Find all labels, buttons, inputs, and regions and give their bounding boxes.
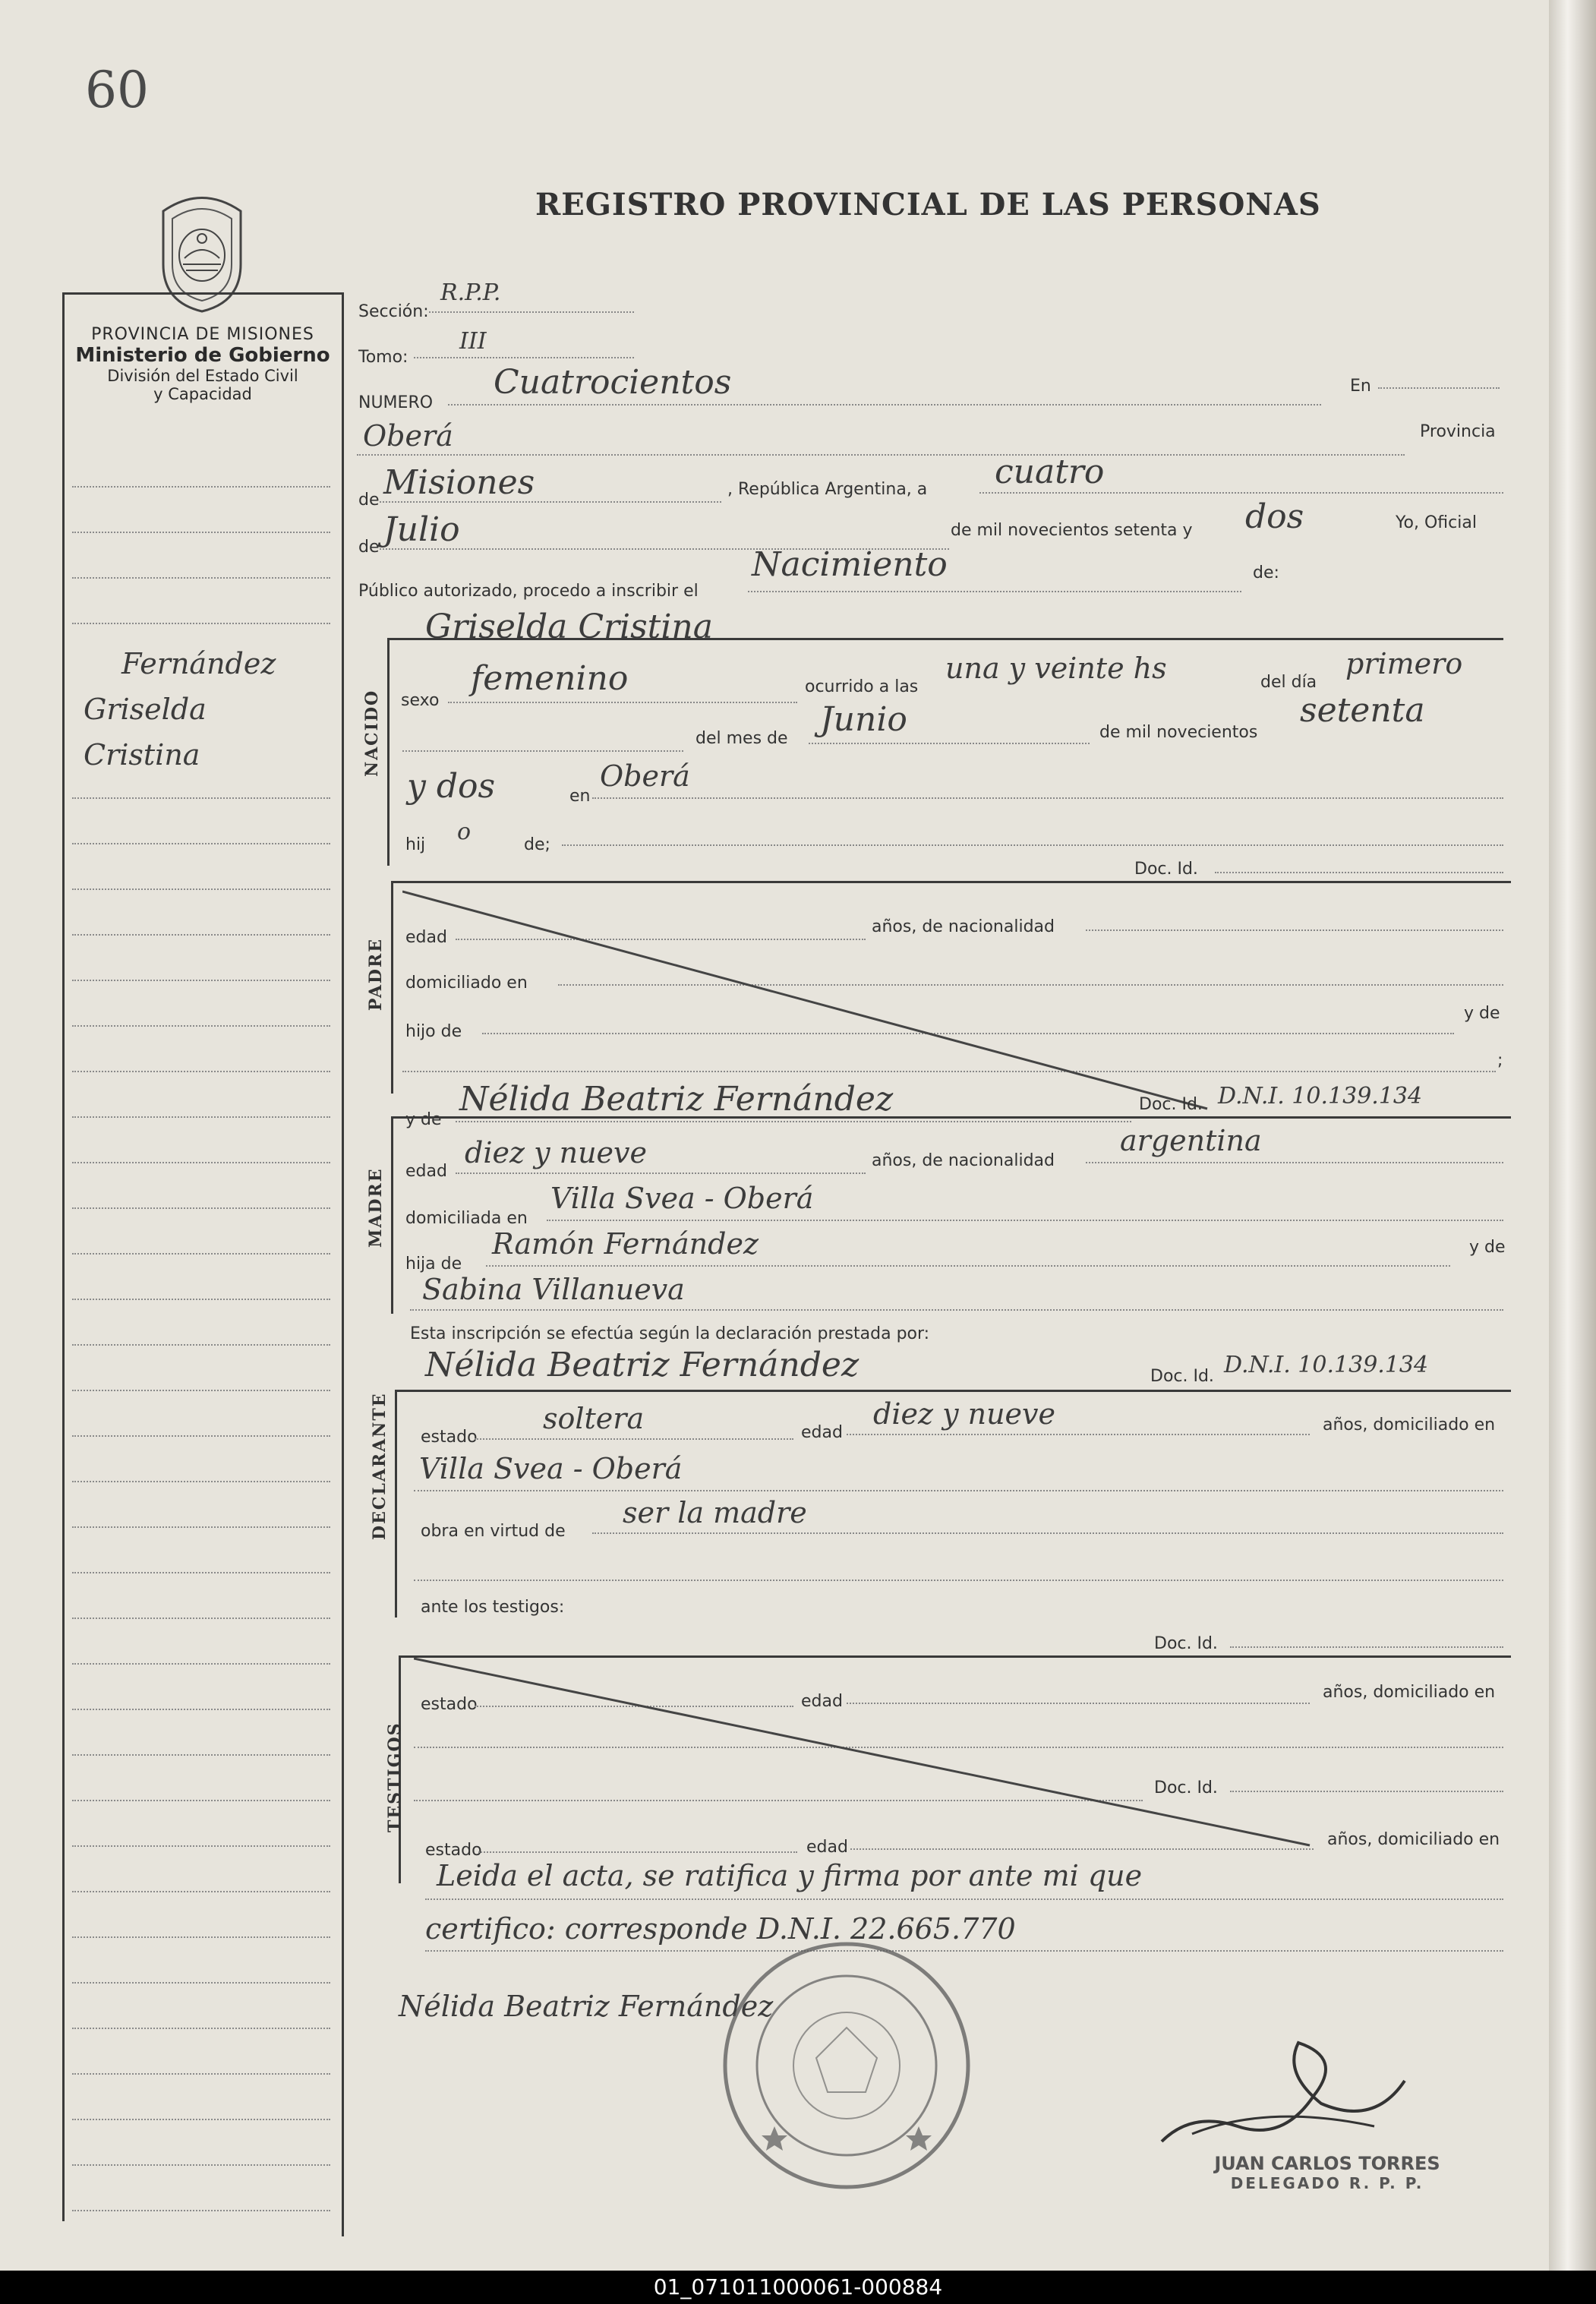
value-mes-nac: Junio [820,700,907,739]
division-line-1: División del Estado Civil [107,367,298,385]
field-line [380,501,721,503]
label-edad-testigo-1: edad [801,1692,843,1711]
closing-line-1: Leida el acta, se ratifica y firma por ante mi que [437,1859,1143,1892]
value-numero: Cuatrocientos [494,363,732,402]
margin-rule [72,486,330,488]
label-anos-dom-declarante: años, domiciliado en [1323,1416,1496,1434]
margin-rule [72,1162,330,1163]
label-anos-nac-madre: años, de nacionalidad [872,1151,1055,1170]
label-anos-dom-testigo-1: años, domiciliado en [1323,1683,1496,1702]
issuer-block [62,325,343,403]
page-number: 60 [85,61,149,119]
label-seccion: Sección: [358,302,429,321]
margin-rule [72,1025,330,1027]
margin-rule [72,532,330,533]
label-y-de-madre-2: y de [1469,1238,1506,1257]
margin-rule [72,1299,330,1300]
value-madre-doc: D.N.I. 10.139.134 [1218,1083,1423,1109]
label-estado-declarante: estado [421,1428,478,1447]
margin-rule [72,1526,330,1528]
value-madre-padre: Ramón Fernández [492,1227,759,1261]
province-name: PROVINCIA DE MISIONES [91,325,314,344]
label-anos-nac-padre: años, de nacionalidad [872,917,1055,936]
margin-rule [72,1845,330,1847]
label-numero: NUMERO [358,393,434,412]
label-domiciliada: domiciliada en [405,1209,528,1228]
label-edad-padre: edad [405,928,447,947]
value-declarante-virtud: ser la madre [623,1496,807,1529]
image-caption: 01_071011000061-000884 [0,2271,1596,2304]
margin-rule [72,1390,330,1391]
margin-rule [72,1936,330,1938]
margin-rule [72,1572,330,1573]
margin-given-name-2: Cristina [84,738,200,772]
closing-line-2: certifico: corresponde D.N.I. 22.665.770 [425,1912,1016,1946]
label-de-mil: de mil novecientos setenta y [951,521,1193,540]
field-line [562,844,1503,846]
section-bracket [391,881,393,1094]
officer-block [1191,2153,1464,2192]
field-line [414,357,634,358]
label-del-dia: del día [1260,673,1317,692]
margin-rule [72,1435,330,1437]
label-hij: hij [405,835,426,854]
label-estado-testigo-2: estado [425,1841,482,1860]
field-line [448,702,797,703]
field-line [1086,1162,1503,1163]
field-line [475,1438,793,1440]
label-y-de-madre: y de [405,1110,442,1129]
margin-rule [72,1663,330,1665]
label-de-provincia: de [358,491,380,510]
label-del-mes: del mes de [695,729,788,748]
value-madre-nombre: Nélida Beatriz Fernández [459,1080,894,1119]
margin-rule [72,797,330,799]
field-line [414,1580,1503,1581]
field-line [414,1490,1503,1491]
margin-rule [72,623,330,624]
label-provincia: Provincia [1420,422,1496,441]
section-bracket [395,1390,397,1618]
label-yo-oficial: Yo, Oficial [1396,513,1477,532]
left-frame-top [62,292,343,295]
label-de-colon: de: [1253,563,1279,582]
value-hora: una y veinte hs [945,652,1167,685]
field-line [1215,872,1503,873]
field-line [486,1265,1450,1267]
label-sexo: sexo [401,691,440,710]
margin-rule [72,1116,330,1118]
margin-rule [72,2073,330,2075]
value-mes: Julio [383,510,460,549]
section-testigos: TESTIGOS [385,1722,405,1832]
value-lugar: Oberá [363,419,453,453]
label-estado-testigo-1: estado [421,1695,478,1714]
field-line [847,1434,1310,1435]
margin-surname: Fernández [121,647,276,680]
testigos-cancel-line [414,1655,1325,1853]
margin-rule [72,2164,330,2166]
label-de-mes: de [358,538,380,557]
section-bracket [391,1116,393,1314]
value-ano-nac-2: y dos [407,767,496,806]
value-seccion: R.P.P. [440,279,501,306]
label-de-semicolon: de; [524,835,550,854]
value-madre-madre: Sabina Villanueva [422,1273,685,1306]
label-y-de-padre: y de [1464,1004,1500,1023]
margin-rule [72,2210,330,2211]
margin-rule [72,843,330,844]
label-tomo: Tomo: [358,348,408,367]
margin-rule [72,2119,330,2120]
value-declarante-nombre: Nélida Beatriz Fernández [425,1346,860,1384]
label-semicolon: ; [1497,1051,1503,1070]
margin-rule [72,1253,330,1255]
declarante-signature: Nélida Beatriz Fernández [399,1990,774,2023]
label-doc-id-testigo-2: Doc. Id. [1154,1778,1218,1797]
ministry-name: Ministerio de Gobierno [75,344,330,367]
value-hij: o [457,819,472,845]
field-line [1230,1646,1503,1648]
field-line [809,743,1090,744]
margin-rule [72,1344,330,1346]
label-edad-testigo-2: edad [806,1838,848,1857]
label-doc-id-declarante: Doc. Id. [1150,1367,1214,1386]
province-emblem-icon [156,188,248,314]
margin-rule [72,1481,330,1482]
value-provincia: Misiones [383,463,535,502]
field-line [1378,387,1500,389]
label-en-2: en [569,787,591,806]
field-line [456,1121,1131,1122]
label-inscripcion: Esta inscripción se efectúa según la declaración prestada por: [410,1324,930,1343]
value-tomo: III [459,328,487,355]
label-edad-declarante: edad [801,1423,843,1442]
label-de-mil-2: de mil novecientos [1099,723,1258,742]
field-line [547,1220,1503,1221]
value-madre-nacionalidad: argentina [1120,1124,1262,1157]
field-line [357,454,1405,456]
label-en: En [1350,377,1371,396]
margin-rule [72,980,330,981]
section-rule [391,881,1511,883]
margin-rule [72,888,330,890]
value-lugar-nac: Oberá [600,759,690,793]
officer-title: DELEGADO R. P. P. [1230,2174,1424,2192]
field-line [410,1309,1503,1311]
section-nacido: NACIDO [362,689,382,777]
margin-rule [72,1709,330,1710]
margin-rule [72,1207,330,1209]
margin-rule [72,1071,330,1072]
label-publico: Público autorizado, procedo a inscribir el [358,582,699,601]
margin-rule [72,577,330,579]
label-domiciliado-padre: domiciliado en [405,974,528,993]
left-column-divider [342,292,344,2236]
left-frame-line [62,292,65,2221]
value-acto: Nacimiento [752,545,948,584]
value-dia-nac: primero [1345,647,1463,680]
value-nombre: Griselda Cristina [425,608,714,646]
division-line-2: y Capacidad [153,385,252,403]
field-line [979,492,1503,494]
value-declarante-domicilio: Villa Svea - Oberá [419,1452,683,1485]
document-title: REGISTRO PROVINCIAL DE LAS PERSONAS [535,187,1321,223]
officer-signature [1147,2012,1420,2164]
value-dia: cuatro [995,453,1105,491]
label-edad-madre: edad [405,1162,447,1181]
value-declarante-estado: soltera [543,1402,645,1435]
margin-given-name-1: Griselda [84,693,207,726]
field-line [425,1898,1503,1900]
value-ano-nac-1: setenta [1300,691,1425,730]
label-ocurrido: ocurrido a las [805,677,919,696]
field-line [448,404,1321,406]
section-rule [391,1116,1511,1119]
value-declarante-edad: diez y nueve [873,1397,1056,1431]
label-anos-dom-testigo-2: años, domiciliado en [1327,1830,1500,1849]
label-ante-testigos: ante los testigos: [421,1598,565,1617]
field-line [592,797,1503,799]
margin-rule [72,1800,330,1801]
section-declarante: DECLARANTE [370,1392,390,1540]
label-hijo-de: hijo de [405,1022,462,1041]
value-madre-edad: diez y nueve [465,1136,648,1169]
section-padre: PADRE [366,937,386,1012]
section-bracket [387,638,390,866]
margin-rule [72,934,330,936]
section-rule [395,1390,1511,1392]
field-line [429,311,634,313]
label-republica: , República Argentina, a [727,480,928,499]
label-doc-id-testigo-1: Doc. Id. [1154,1634,1218,1653]
margin-rule [72,1754,330,1756]
official-seal-icon [718,1936,976,2195]
officer-name: JUAN CARLOS TORRES [1214,2153,1440,2174]
margin-rule [72,2028,330,2029]
margin-rule [72,1618,330,1619]
value-ano: dos [1245,497,1304,536]
value-madre-domicilio: Villa Svea - Oberá [550,1182,814,1215]
field-line [592,1532,1503,1534]
field-line [748,591,1241,592]
label-doc-id-nacido: Doc. Id. [1134,860,1198,879]
book-spine [1549,0,1596,2271]
section-madre: MADRE [366,1167,386,1248]
margin-rule [72,1891,330,1892]
value-sexo: femenino [471,659,629,698]
margin-rule [72,1982,330,1984]
field-line [402,750,683,752]
label-hija-de: hija de [405,1255,462,1274]
label-obra: obra en virtud de [421,1522,566,1541]
value-declarante-doc: D.N.I. 10.139.134 [1224,1352,1429,1378]
label-doc-id-madre: Doc. Id. [1139,1095,1203,1114]
field-line [456,1173,866,1174]
